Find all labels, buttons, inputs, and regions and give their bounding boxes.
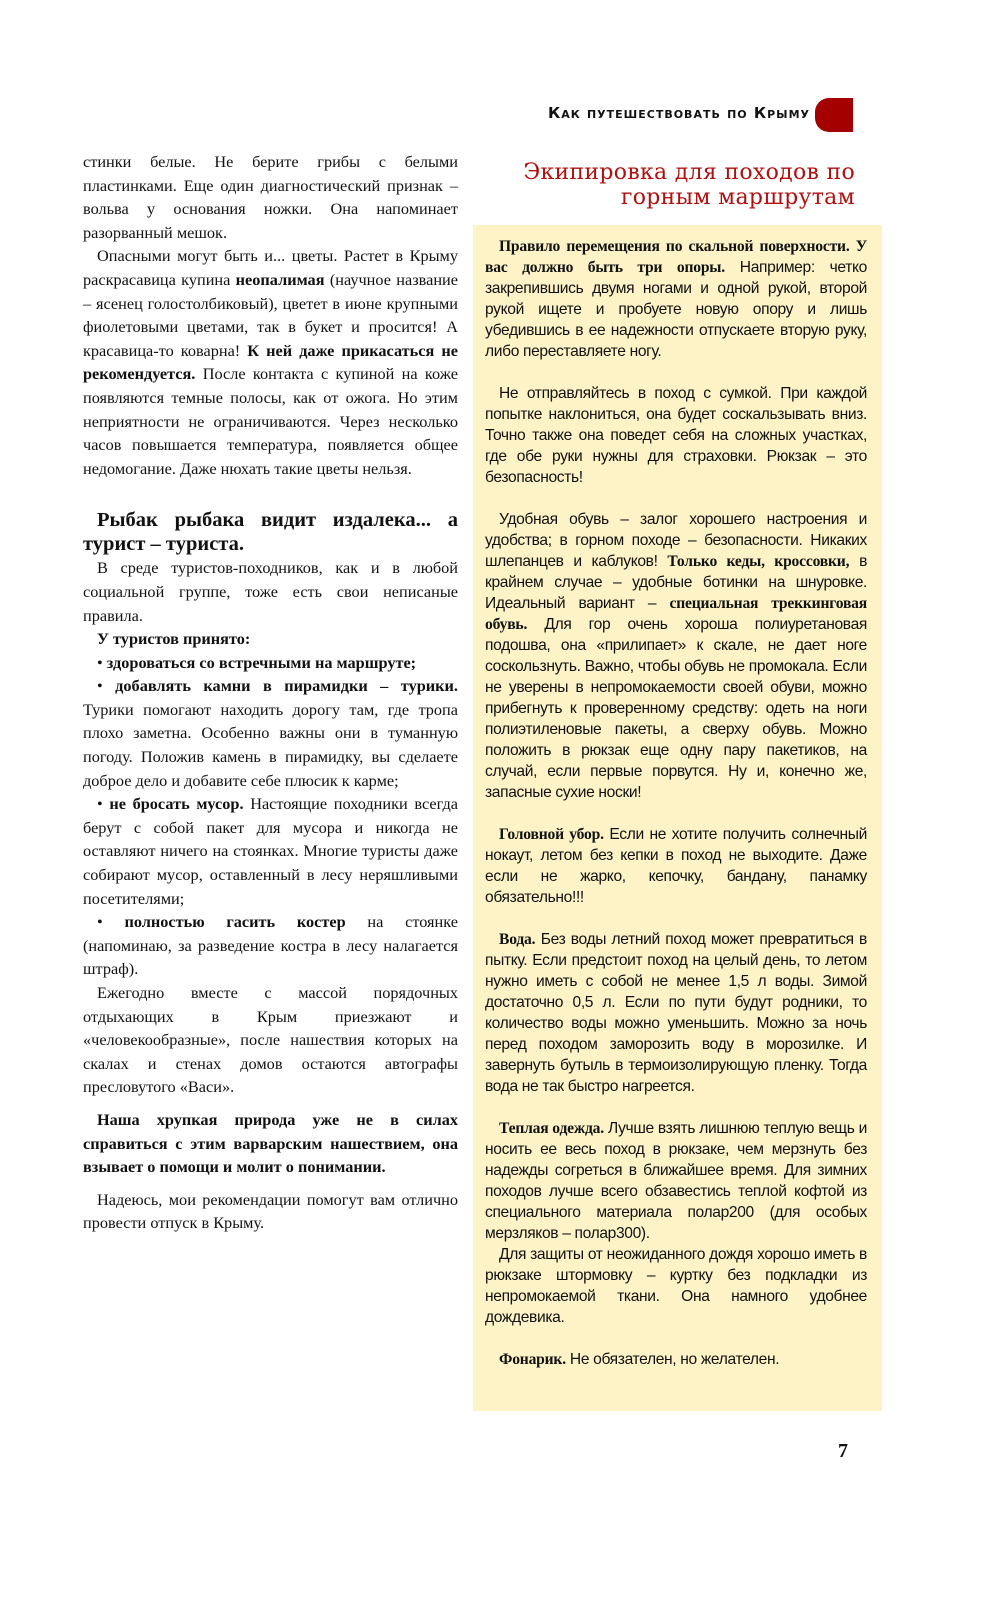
bold-text-run: здороваться со встречными на маршруте; <box>106 652 417 672</box>
paragraph <box>485 383 867 488</box>
text-run: Для гор очень хороша полиуретановая подошва, она «прилипает» к скале, не дает ноге соскользнуть. Важно, чтобы обувь не промокала. Если не уверены в непромокаемости своей обуви, можно прибегнуть к проверенному средству: одеть на ноги полиэтиленовые пакеты, а сверху обувь. Можно положить в рюкзак еще одну пару пакетиков, на случай, если первые порвутся. Ну и, конечно же, запасные сухие носки! <box>485 616 867 801</box>
bold-text-run: Головной убор. <box>499 826 604 843</box>
bold-text-run: Только кеды, кроссовки, <box>667 553 850 570</box>
text-run: Настоящие походники всегда берут с собой пакет для мусора и никогда не оставляют ничего на стоянках. Многие туристы даже собирают мусор, оставленный в лесу неряшливыми посетителями; <box>83 794 458 908</box>
running-header: Как путешествовать по Крыму <box>547 104 810 122</box>
text-run: Например: четко закрепившись двумя ногами и одной рукой, второй рукой ищете и пробуете новую опору и лишь убедившись в ее надежности отпускаете вторую руку, либо переставляете ногу. <box>485 259 867 360</box>
left-column-text <box>83 150 458 1235</box>
equipment-tips-text <box>485 236 867 1391</box>
bold-text-run: Правило перемещения по скальной поверхности. У вас должно быть три опоры. <box>485 238 867 276</box>
paragraph <box>485 236 867 362</box>
text-run: • <box>97 676 116 696</box>
paragraph <box>83 651 458 675</box>
paragraph <box>485 1349 867 1370</box>
text-run: После контакта с купиной на коже появляются темные полосы, как от ожога. Но этим неприятности не ограничиваются. Через несколько часов повышается температура, появляется общее недомогание. Даже нюхать такие цветы нельзя. <box>83 364 458 478</box>
text-run: Для защиты от неожиданного дождя хорошо иметь в рюкзаке штормовку – куртку без подкладки из непромокаемой ткани. Она намного удобнее дождевика. <box>485 1246 867 1326</box>
text-run: стинки белые. Не берите грибы с белыми пластинками. Еще один диагностический признак – вольва у основания ножки. Она напоминает разорванный мешок. <box>83 152 458 242</box>
text-run: (научное название – ясенец голостолбиковый), цветет в июне крупными фиолетовыми цветами, так в букет и просится! А красавица-то коварна! <box>83 269 458 360</box>
bold-text-run: К ней даже прикасаться не рекомендуется. <box>83 340 458 384</box>
text-run: Опасными могут быть и... цветы. Растет в Крыму раскрасавица купина <box>83 246 458 289</box>
bold-text-run: Вода. <box>499 931 536 948</box>
bold-text-run: специальная треккинговая обувь. <box>485 595 867 633</box>
text-run: Не обязателен, но желателен. <box>565 1351 780 1368</box>
paragraph <box>485 929 867 1097</box>
paragraph <box>83 150 458 244</box>
text-run: Удобная обувь – залог хорошего настроения и удобства; в горном походе – безопасности. Никаких шлепанцев и каблуков! <box>485 511 867 570</box>
bold-text-run: Теплая одежда. <box>499 1120 604 1137</box>
paragraph <box>485 509 867 803</box>
text-run: Ежегодно вместе с массой порядочных отдыхающих в Крым приезжают и «человекообразные», после нашествия которых на скалах и стенах домов остаются автографы пресловутого «Васи». <box>83 983 458 1097</box>
bold-text-run: добавлять камни в пирамидки – турики. <box>115 676 458 696</box>
text-run: В среде туристов-походников, как и в любой социальной группе, тоже есть свои неписаные правила. <box>83 558 458 625</box>
text-run: • <box>97 912 125 932</box>
paragraph <box>83 1108 458 1179</box>
paragraph <box>83 792 458 910</box>
text-run: Рыбак рыбака видит издалека... а турист – туриста. <box>83 509 458 556</box>
paragraph <box>83 910 458 981</box>
text-run: в крайнем случае – удобные ботинки на шнуровке. Идеальный вариант – <box>485 553 868 612</box>
paragraph <box>485 1118 867 1244</box>
paragraph <box>83 556 458 627</box>
paragraph <box>83 627 458 651</box>
paragraph <box>83 244 458 480</box>
bold-text-run: Фонарик. <box>499 1351 566 1368</box>
text-run: • <box>97 794 110 814</box>
bold-text-run: полностью гасить костер <box>124 912 346 932</box>
section-heading <box>83 508 458 556</box>
bold-text-run: Наша хрупкая природа уже не в силах справиться с этим варварским нашествием, она взывает о помощи и молит о понимании. <box>83 1109 458 1177</box>
text-run: Надеюсь, мои рекомендации помогут вам отлично провести отпуск в Крыму. <box>83 1189 458 1233</box>
bold-text-run: неопалимая <box>235 269 325 289</box>
page-number: 7 <box>838 1440 848 1462</box>
text-run: Если не хотите получить солнечный нокаут, летом без кепки в поход не выходите. Даже если не жарко, кепочку, бандану, панамку обязательно!!! <box>485 826 867 906</box>
text-run: Лучше взять лишнюю теплую вещь и носить ее весь поход в рюкзаке, чем мерзнуть без надежды согреться в ближайшее время. Для зимних походов лучше всего обзавестись теплой кофтой из специального материала полар200 (для особых мерзляков – полар300). <box>485 1120 867 1242</box>
paragraph <box>83 981 458 1099</box>
bold-text-run: У туристов принято: <box>97 629 251 649</box>
section-tab-marker <box>815 98 853 132</box>
paragraph <box>485 1244 867 1328</box>
sidebar-title: Экипировка для походов по горным маршрутам <box>523 160 855 210</box>
text-run: Турики помогают находить дорогу там, где тропа плохо заметна. Особенно важны они в туманную погоду. Положив камень в пирамидку, вы сделаете доброе дело и добавите себе плюсик к карме; <box>83 699 458 790</box>
text-run: • <box>97 652 107 672</box>
paragraph <box>485 824 867 908</box>
text-run: на стоянке (напоминаю, за разведение костра в лесу налагается штраф). <box>83 912 458 979</box>
bold-text-run: не бросать мусор. <box>109 794 244 814</box>
text-run: Без воды летний поход может превратиться в пытку. Если предстоит поход на целый день, то летом нужно иметь с собой не менее 1,5 л воды. Зимой достаточно 0,5 л. Если по пути будут родники, то количество воды можно уменьшить. Можно за ночь перед походом заморозить воду в морозилке. И завернуть бутыль в термоизолирующую пленку. Тогда вода не так быстро нагреется. <box>485 931 867 1095</box>
paragraph <box>83 674 458 792</box>
paragraph <box>83 1188 458 1235</box>
text-run: Не отправляйтесь в поход с сумкой. При каждой попытке наклониться, она будет соскальзывать вниз. Точно также она поведет себя на сложных участках, где обе руки нужны для страховки. Рюкзак – это безопасность! <box>485 385 867 486</box>
